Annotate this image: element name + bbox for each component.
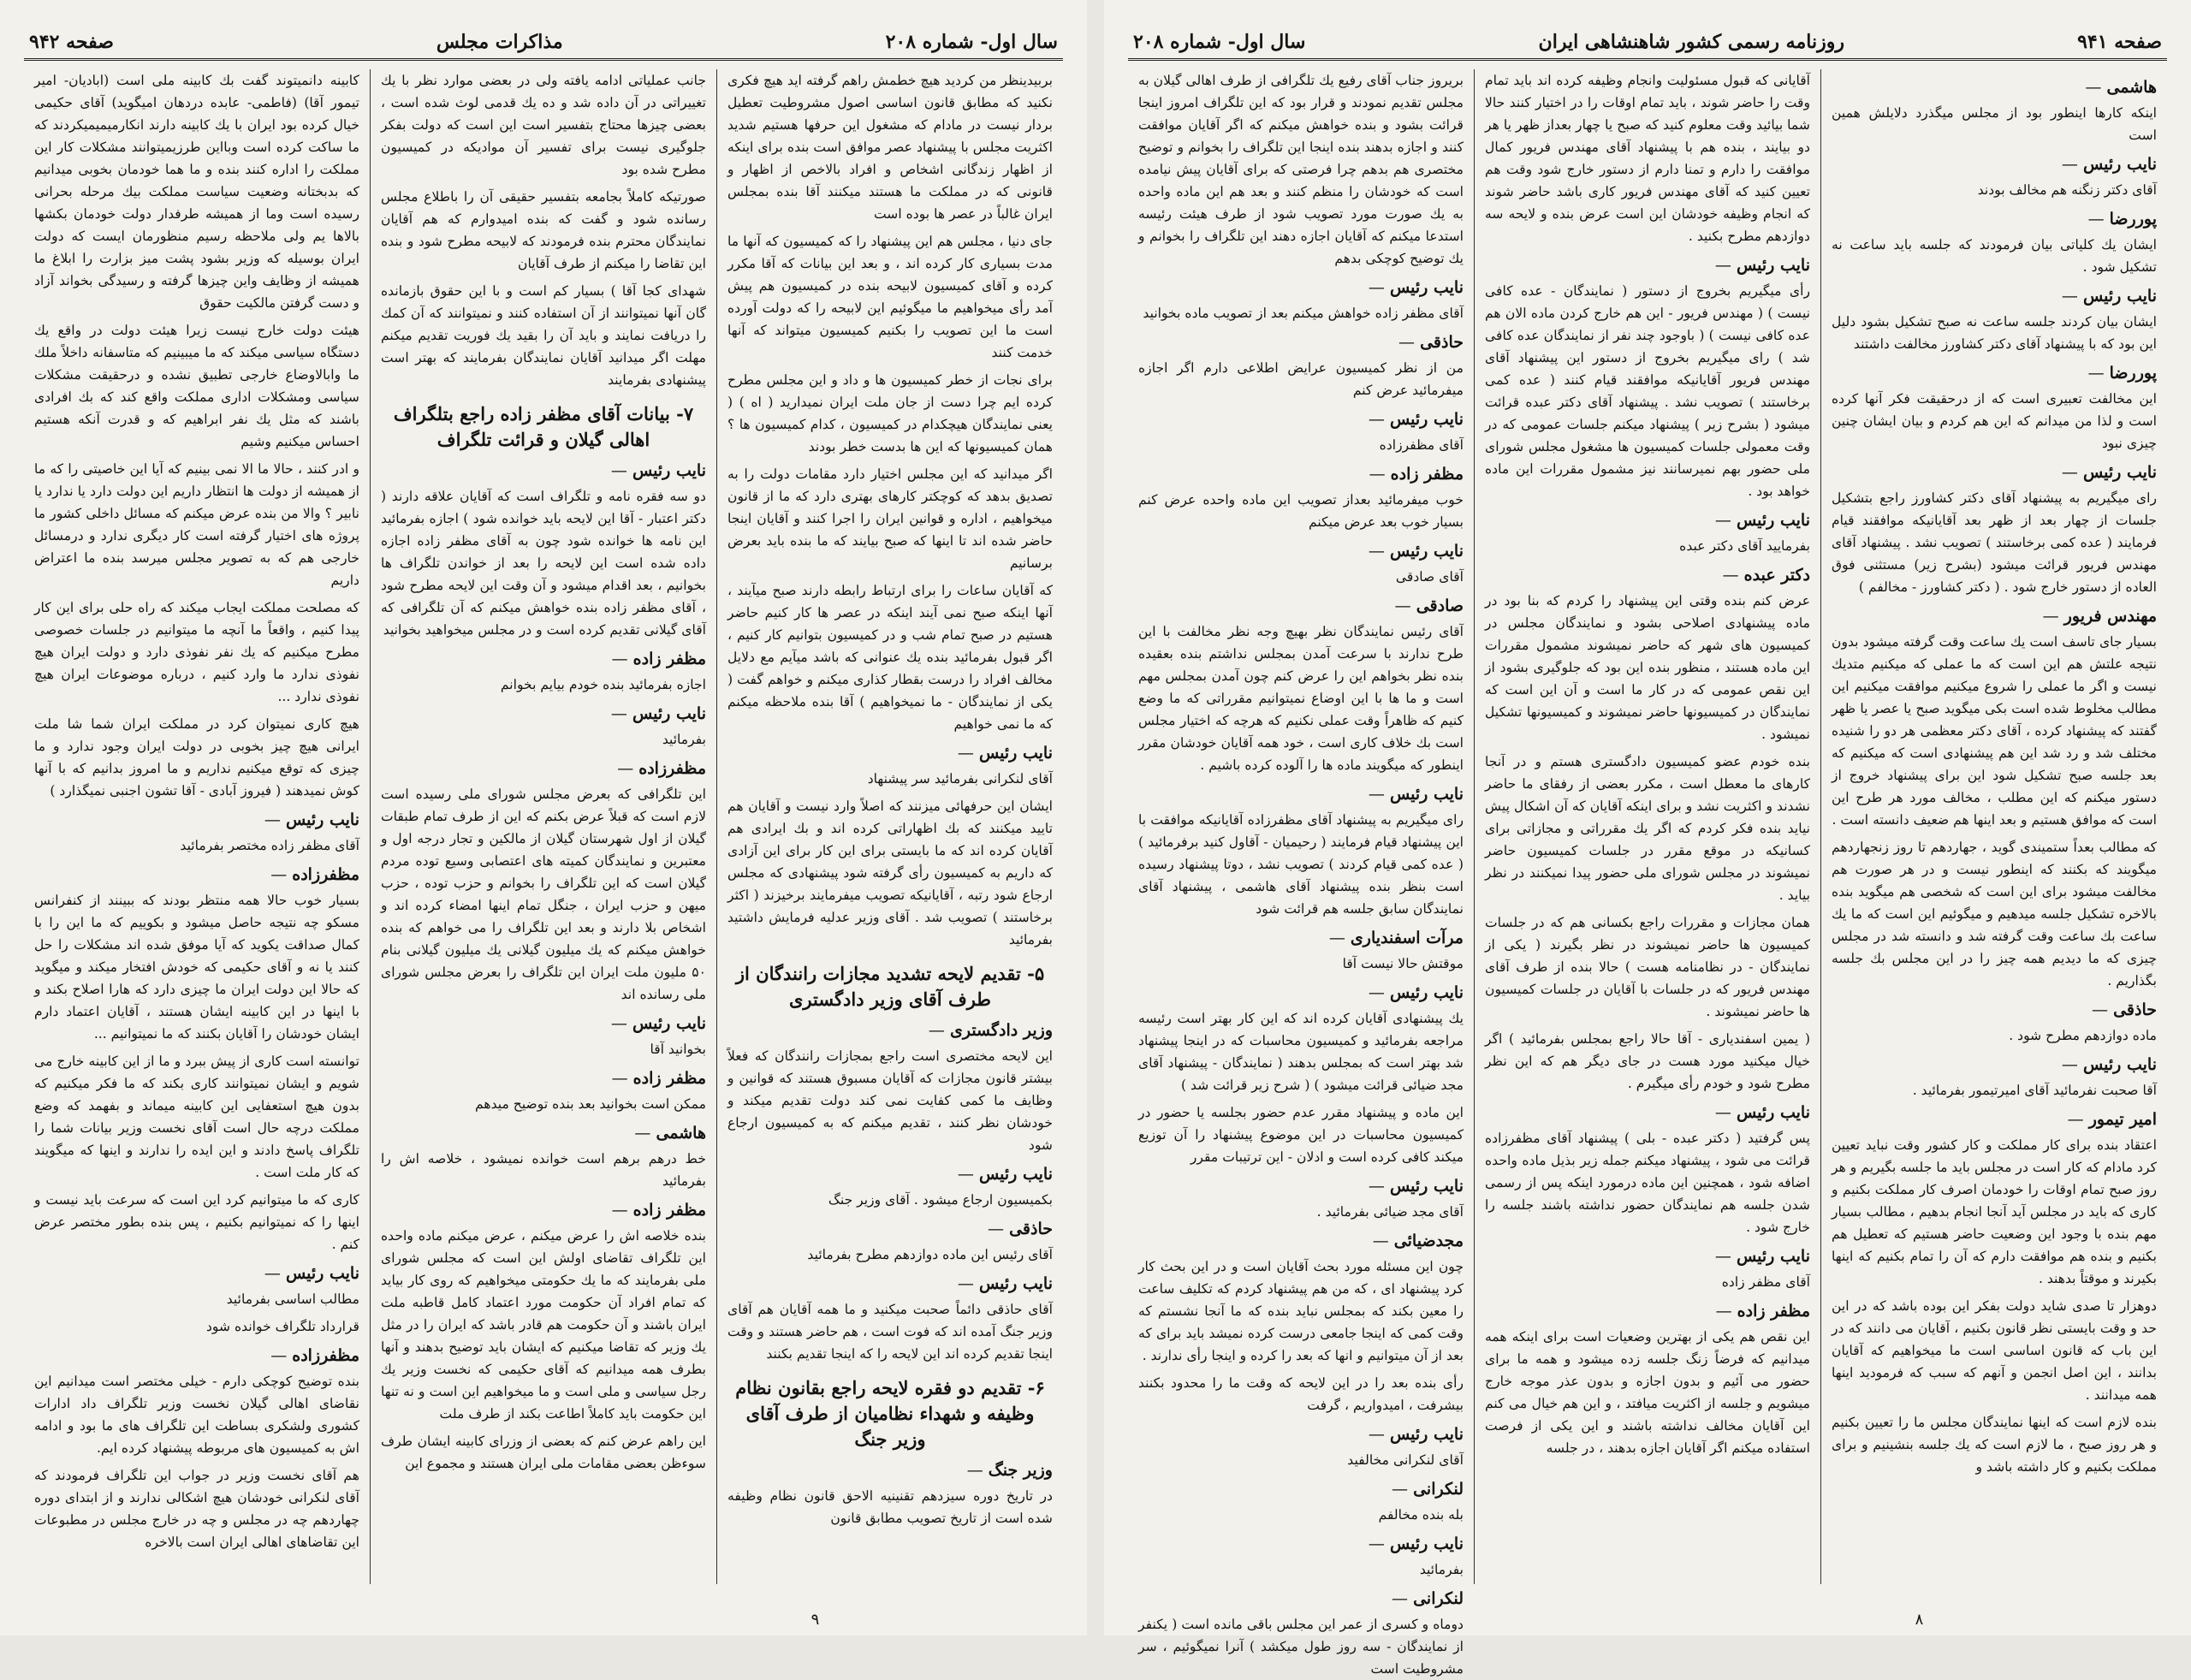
- paragraph: این لایحه مختصری است راجع بمجازات رانندگان كه فعلاً بیشتر قانون مجازات كه آقایان مسبوق هستند كه قوانین و وظایف ما كمی كفایت نمی كند دولت تقدیم میكند و خودشان نظر كنند ، تقدیم میكنم كه به كمیسیون ارجاع شود: [727, 1048, 1053, 1153]
- speaker-name: مهندس فريور —: [1832, 605, 2157, 627]
- paragraph: یك پیشنهادی آقایان كرده اند كه این كار بهتر است رئیسه مراجعه بفرمائید و كمیسیون محاسبات كه در اینجا پیشنهاد شد بهتر است كه بمجلس بدهند ( نمایندگان - پیشنهاد آقای مجد ضیائی قرائت میشود ) ( شرح زیر قرائت شد ): [1138, 1011, 1464, 1093]
- left-page-number: صفحه ۹۴۲: [29, 31, 114, 53]
- paragraph: اعتقاد بنده برای كار مملكت و كار كشور وقت نباید تعیین كرد مادام كه كار است در مجلس باید ما جلسه بگیریم و هر روز صبح تمام اوقات را خودمان اصرف كار مملكت بكنیم و كاری كه باید در مجلس آید آنجا انجام بدهیم ، مطالب بسیار مهم بنده با وجود این وضعیت حاضر هستیم كه تعطیل هم بكنیم و بنده هم موافقت دارم كه آن را تمام بكنیم كه اینها بكیرند و موقتاً بدهند .: [1832, 1137, 2157, 1286]
- speaker-name: نايب رئيس —: [1138, 276, 1464, 299]
- paragraph: بنده خودم عضو كمیسیون دادگستری هستم و در آنجا كارهای ما معطل است ، مكرر بعضی از رفقای ما حاضر نشدند و اكثریت نشد و برای اینكه آقایان كه آن اشكال پیش نیاید بنده فكر كردم كه اگر یك مقرراتی و مجازاتی برای كسانیكه در موقع مقرر در جلسات كمیسیون حاضر نمیشوند در مجلس شورای ملی حضور پیدا نمیكنند در نظر بیاید .: [1485, 754, 1810, 903]
- paragraph: خط درهم برهم است خوانده نمیشود ، خلاصه اش را بفرمائید: [381, 1151, 706, 1189]
- speaker-name: مرآت اسفندياری —: [1138, 927, 1464, 949]
- speaker-name: نايب رئيس —: [34, 1262, 359, 1285]
- speaker-name: نايب رئيس —: [1138, 1533, 1464, 1555]
- speaker-name: نايب رئيس —: [727, 1163, 1053, 1185]
- paragraph: عرض كنم بنده وقتی این پیشنهاد را كردم كه بنا بود در ماده پیشنهادی اصلاحی بشود و نمایندگان مجلس در كمیسیون های شهر كه حاضر نمیشوند مشمول مقررات این ماده هستند ، منظور بنده این بود كه جلوگیری بشود از این نقص عمومی كه در كار ما است و آن این است كه نمایندگان در كمیسیونها حاضر نمیشوند و كمیسیونها تشكیل نمیشود .: [1485, 593, 1810, 742]
- paragraph: بسیار جای تاسف است یك ساعت وقت گرفته میشود بدون نتیجه علتش هم این است كه ما عملی كه میكنیم متدیك نیست و اگر ما عملی را شروع میكنیم موافقت میكنیم این مطالب مخلوط شده است بكی میگوید صبح یا عصر یا ظهر گفتند كه پیشنهاد كرده ، آقای دكتر معظمی هر دو را شنیده مختلف شد و رد شد این هم پیشنهادی است كه میكنیم كه بعد جلسه صبح تشكیل شود این برای پیشنهاد خروج از دستور میكنم كه این مطلب ، مخالف مورد هر طرح این است كه موافق هستیم و بعد اینها هم ضعیف دانسته است .: [1832, 634, 2157, 828]
- speaker-name: نايب رئيس —: [1832, 285, 2157, 307]
- paragraph: صورتیكه كاملاً بجامعه بتفسیر حقیقی آن را باطلاع مجلس رسانده شود و گفت كه بنده امیدوارم كه هم آقایان نمایندگان محترم بنده فرمودند كه لابیحه مطرح شود و بنده این تقاضا را میكنم از طرف آقایان: [381, 189, 706, 271]
- paragraph: آقای مظفر زاده مختصر بفرمائید: [180, 838, 359, 853]
- paragraph: كاری كه ما میتوانیم كرد این است كه سرعت باید نیست و اینها را كه نمیتوانیم بكنیم ، پس بنده بطور مختصر عرض كنم .: [34, 1192, 359, 1252]
- speaker-name: نايب رئيس —: [1138, 408, 1464, 430]
- paragraph: رای میگیریم به پیشنهاد آقای دكتر كشاورز راجع بتشكیل جلسات از چهار بعد از ظهر بعد آقایانیكه موافقند قیام فرمایند ( عده كمی برخاستند ) تصویب نشد . پیشنهاد آقای مهندس فریور قرائت میشود (بشرح زیر) مستثنی فوق العاده از دستور خارج شود . ( دكتر كشاورز - مخالفم ): [1832, 490, 2157, 595]
- paragraph: دو سه فقره نامه و تلگراف است كه آقایان علاقه دارند ( دكتر اعتبار - آقا این لایحه باید خوانده شود ) اجازه بفرمائید این نامه ها خوانده شود چون به آقای مظفر زاده اجازه داده شده است این لایحه را بعد از خواندن تلگراف ها بخوانیم ، بعد اقدام میشود و آن وقت این لایحه مطرح شود ، آقای مظفر زاده بنده خواهش میكنم كه آن تلگرافی كه آقای گیلانی تقدیم كرده است و در مجلس میخواهید بخوانید: [381, 489, 706, 638]
- paragraph: بنده خلاصه اش را عرض میكنم ، عرض میكنم ماده واحده این تلگراف تقاضای اولش این است كه مجلس شورای ملی بفرمایند كه ما یك حكومتی میخواهیم كه روی كار بیاید كه تمام افراد آن حكومت مورد اعتماد كامل قاطبه ملت ایران باشند و آن حكومت هم قادر باشد كه ایران را در مثل یك وزیر كه تقاضا میكنیم كه ایشان باید توضیح بدهند و آنها بطرف همه میدانیم كه آقای حكیمی كه نخست وزیر یك رجل سیاسی و ملی است و ما میخواهیم این است و نه تنها این حكومت باید كاملاً اطاعت بكند از طرف ملت: [381, 1228, 706, 1422]
- speaker-name: مظفر زاده —: [1138, 463, 1464, 485]
- paragraph: هیچ كاری نمیتوان كرد در مملكت ایران شما شا ملت ایرانی هیچ چیز بخوبی در دولت ایران وجود ندارد و ما چیزی كه توقع میكنیم نداریم و ما امروز بدانیم كه با آنها كوش نمیدهند ( فیروز آبادی - آقا تشون اجنبی نمیگذارد ): [34, 716, 359, 798]
- speaker-name: نايب رئيس —: [1485, 254, 1810, 276]
- paragraph: ( یمین اسفندیاری - آقا حالا راجع بمجلس بفرمائید ) اگر خیال میكنید مورد هست در جای دیگر هم كه این نظر مطرح شود و خودم رأی میگیرم .: [1485, 1031, 1810, 1091]
- speaker-name: مظفر زاده —: [381, 648, 706, 670]
- paragraph: این نقص هم یكی از بهترین وضعیات است برای اینكه همه میدانیم كه فرضاً زنگ جلسه زده میشود و همه ما برای حضور می آئیم و بدون اجازه و بدون عذر موجه خارج میشویم و جلسه از اكثریت میافتد ، و این هم خیال می كنم این آقایان مخالف نداشته باشند و این یكی از فرصت استفاده میكنم اگر آقایان اجازه بدهند ، در جلسه: [1485, 1329, 1810, 1456]
- paragraph: هیئت دولت خارج نیست زیرا هیئت دولت در واقع یك دستگاه سیاسی میكند كه ما میبینیم كه متاسفانه داخلاً ملك ما وابالاوضاع خارجی تطبیق نشده و درحقیقت مشكلات سیاسی ومشكلات اداری مملكت واقع كند كه بك افرادی باشند كه مثل یك نفر ابراهیم كه و قدرت آنكه هستیم احساس میكنیم وشیم: [34, 323, 359, 449]
- paragraph: ایشان این حرفهائی میزنند كه اصلاً وارد نیست و آقایان هم تایید میكنند كه بك اظهاراتی كرده اند و بك ایرادی هم آقایان كرده اند كه ما بایستی برای این كار برای این آزادی كه داریم به كمیسیون رأی گرفته شود پیشنهادی كه مجلس ارجاع شود رتبه ، آقایانیكه تصویب میفرمایند برخیزند ( اكثر برخاستند ) تصویب شد . آقای وزیر عدلیه فرمایش داشتید بفرمائید: [727, 798, 1053, 947]
- paragraph: بله بنده مخالفم: [1378, 1507, 1464, 1523]
- paragraph: هم آقای نخست وزیر در جواب این تلگراف فرمودند كه آقای لنكرانی خودشان هیچ اشكالی ندارند و از ابتدای دوره چهاردهم چه در مجلس و چه در خارج مجلس در مطبوعات این تقاضاهای اهالی ایران است بالاخره: [34, 1468, 359, 1550]
- speaker-name: نايب رئيس —: [1138, 1175, 1464, 1197]
- speaker-name: مظفر زاده —: [381, 1199, 706, 1221]
- paragraph: خوب میفرمائید بعداز تصویب این ماده واحده عرض كنم بسیار خوب بعد عرض میكنم: [1138, 492, 1464, 530]
- paragraph: بربیدینظر من كردید هیچ خطمش راهم گرفته اید هیچ فكری نكنید كه مطابق قانون اساسی اصول مشروطیت تعطیل بردار نیست در مادام كه مشغول این حرفها هستیم شدید اكثریت مجلس با پیشنهاد عصر موافق است بنده برای اینكه از اظهار زندگانی اشخاص و افراد بالاخص از اظهار و قانونی كه در مملكت ما هستند میكنند آقا بنده بمجلس ایران غالباً در عصر ها بوده است: [727, 73, 1053, 222]
- paragraph: آقای لنكرانی بفرمائید سر پیشنهاد: [867, 771, 1053, 787]
- speaker-name: مظفر زاده —: [1485, 1300, 1810, 1322]
- speaker-name: وزير جنگ —: [727, 1459, 1053, 1481]
- speaker-name: صادقی —: [1138, 595, 1464, 617]
- speaker-name: نايب رئيس —: [381, 703, 706, 725]
- paragraph: اجازه بفرمائید بنده خودم بیایم بخوانم: [500, 677, 706, 692]
- speaker-name: نايب رئيس —: [1138, 1423, 1464, 1446]
- speaker-name: مظفرزاده —: [34, 864, 359, 886]
- paragraph: كه مصلحت مملكت ایجاب میكند كه راه حلی برای این كار پیدا كنیم ، واقعاً ما آنچه ما میتوانیم در جلسات خصوصی مطرح میكنیم كه یك نفر نفوذی دارد و دولت ایران هیچ نفوذی ندارد ما وارد كنیم ، درباره موضوعات ایران هیچ نفوذی ندارد ...: [34, 600, 359, 704]
- paragraph: شهدای كجا آقا ) بسیار كم است و با این حقوق بازمانده گان آنها نمیتوانند از آن استفاده كنند و نمیتوانند كه آن كمك را دریافت نمایند و باید آن را بقید یك فوریت تقدیم میكنم مهلت اگر میدانید آقایان نمایندگان بفرمایند كه بهتر است پیشنهادی بفرمایند: [381, 283, 706, 388]
- paragraph: رای میگیریم به پیشنهاد آقای مظفرزاده آقایانیكه موافقت با این پیشنهاد قیام فرمایند ( رحیمیان - آقاول كنید برفرمائید ) ( عده كمی قیام كردند ) تصویب نشد ، دوتا پیشنهاد رسیده است بنظر بنده پیشنهاد آقای هاشمی ، پیشنهاد آقای نمایندگان سابق جلسه هم قرائت شود: [1138, 812, 1464, 917]
- section-heading: ۷- بيانات آقای مظفر زاده راجع بتلگراف اهالی گيلان و قرائت تلگراف: [393, 403, 694, 450]
- paragraph: آقای رئیس این ماده دوازدهم مطرح بفرمائید: [807, 1247, 1053, 1262]
- speaker-name: نايب رئيس —: [1138, 982, 1464, 1004]
- right-page-title: روزنامه رسمی كشور شاهنشاهی ایران: [1538, 31, 1844, 53]
- speaker-name: نايب رئيس —: [1485, 1101, 1810, 1124]
- right-column-2: [1474, 69, 1820, 1584]
- section-heading: ۵- تقديم لايحه تشديد مجازات رانندگان از طرف آقای وزير دادگستری: [735, 963, 1045, 1010]
- speaker-name: حاذقی —: [1138, 331, 1464, 353]
- left-column-2: [370, 69, 716, 1584]
- left-page-footer: [0, 1611, 1087, 1629]
- paragraph: آقای لنكرانی مخالفید: [1347, 1452, 1464, 1468]
- paragraph: توانسته است كاری از پیش ببرد و ما از این كابینه خارج می شویم و ایشان نمیتوانند كاری بكند كه ما فكر میكنیم كه بدون هیچ استعفایی این كابینه میماند و بفهمد كه وضع مملكت درچه حال است آقای نخست وزیر بیانات شما را تلگراف پاسخ دادند و این ایده را ندارند و اینها كه میگویند كه كار ملت است .: [34, 1054, 359, 1180]
- paragraph: ماده دوازدهم مطرح شود .: [2009, 1028, 2157, 1043]
- speaker-name: لنكرانی —: [1138, 1478, 1464, 1500]
- paragraph: این راهم عرض كنم كه بعضی از وزرای كابینه ایشان طرف سوءظن بعضی مقامات ملی ایران هستند و مجموع این: [381, 1434, 706, 1471]
- left-column-1: [716, 69, 1063, 1584]
- paragraph: آقا صحبت نفرمائید آقای امیرتیمور بفرمائید .: [1912, 1083, 2157, 1098]
- left-page-title: مذاكرات مجلس: [436, 31, 563, 53]
- paragraph: ایشان یك كلیاتی بیان فرمودند كه جلسه باید ساعت نه تشكیل شود .: [1832, 237, 2157, 275]
- speaker-name: نايب رئيس —: [1138, 783, 1464, 805]
- speaker-name: نايب رئيس —: [381, 1012, 706, 1035]
- speaker-name: مظفرزاده —: [34, 1345, 359, 1367]
- paragraph: آقای مظفرزاده: [1379, 437, 1464, 453]
- speaker-name: هاشمی —: [1832, 76, 2157, 98]
- paragraph: در تاریخ دوره سیزدهم تقنینیه الاحق قانون نظام وظیفه شده است از تاریخ تصویب مطابق قانون: [727, 1488, 1053, 1526]
- paragraph: قرارداد تلگراف خوانده شود: [205, 1319, 359, 1334]
- speaker-name: پوررضا —: [1832, 362, 2157, 384]
- speaker-name: نايب رئيس —: [1832, 461, 2157, 484]
- paragraph: ممكن است بخوانید بعد بنده توضیح میدهم: [474, 1096, 706, 1112]
- speaker-name: وزير دادگستری —: [727, 1019, 1053, 1042]
- paragraph: اگر میدانید كه این مجلس اختیار دارد مقامات دولت را به تصدیق بدهد كه كوچكتر كارهای بهتری دارد كه ما از قانون میخواهیم ، اداره و قوانین ایران را اجرا كنند و آقایان اینجا حاضر شده اند تا اینها كه صبح بیایند كه ما بنده باید بعرض برسانیم: [727, 466, 1053, 571]
- paragraph: این تلگرافی كه بعرض مجلس شورای ملی رسیده است لازم است كه قبلاً عرض بكنم كه این از طرف تمام طبقات گیلان از اول شهرستان گیلان از مالكین و تجار درجه اول و معتبرین و نمایندگان كمیته های اعتصابی وسیع توده مردم گیلان است كه این تلگراف را بخوانم و حزب توده ، حزب میهن و حزب ایران ، جنگل تمام اینها امضاء كرده اند و اشخاص بلا دارند و بعد این تلگراف را می خواهم كه بنده خواهش میكنم كه یك میلیون گیلانی یك میلیون گیلانی بنام ۵۰ ملیون ملت ایران این تلگراف را بعرض مجلس شورای ملی رسانده اند: [381, 787, 706, 1002]
- section-heading: ۶- تقديم دو فقره لايحه راجع بقانون نظام وظيفه و شهداء نظاميان از طرف آقای وزير جنگ: [735, 1377, 1045, 1450]
- paragraph: برای نجات از خطر كمیسیون ها و داد و این مجلس مطرح كرده ایم چرا دست از جان ملت ایران نمیدارید ( اه ) ( یعنی نمایندگان هیچكدام در كمیسیون ، كدام كمیسیون ها ؟ همان كمیسیونها كه این ها بدست خطر بودند: [727, 372, 1053, 454]
- paragraph: رأی میگیریم بخروج از دستور ( نمایندگان - عده كافی نیست ) ( مهندس فریور - این هم خارج كردن ماده الان هم عده كافی نیست ) ( باوجود چند نفر از نمایندگان عده كافی شد ) رای میگیریم بخروج از دستور این پیشنهاد آقای مهندس فریور آقایانیكه موافقند قیام كنند ( عده كمی برخاستند ) تصویب نشد . پیشنهاد آقای دكتر عبده قرائت میشود ( بشرح زیر ) پیشنهاد میكنم جلسات عمومی كه در وقت معمولی جلسات كمیسیون ها مشغول مجلس شورای ملی حضور بهم نمیرسانند نیز مشمول مقررات این ماده خواهد بود .: [1485, 283, 1810, 499]
- speaker-name: مظفر زاده —: [381, 1067, 706, 1089]
- paragraph: بفرمائید: [1419, 1562, 1464, 1577]
- paragraph: آقای صادقی: [1395, 569, 1464, 585]
- speaker-name: نايب رئيس —: [1485, 1245, 1810, 1267]
- speaker-name: نايب رئيس —: [1832, 1054, 2157, 1076]
- left-page-columns: [24, 69, 1063, 1584]
- left-page: [0, 0, 1087, 1635]
- speaker-name: نايب رئيس —: [381, 460, 706, 482]
- right-page: [1104, 0, 2191, 1677]
- speaker-name: نايب رئيس —: [34, 809, 359, 831]
- speaker-name: حاذقی —: [727, 1218, 1053, 1240]
- speaker-name: مظفرزاده —: [381, 757, 706, 780]
- paragraph: آقای مظفر زاده: [1721, 1274, 1810, 1290]
- left-column-3: [24, 69, 370, 1584]
- paragraph: بریروز جناب آقای رفیع یك تلگرافی از طرف اهالی گیلان به مجلس تقدیم نمودند و قرار بود كه این تلگراف امروز اینجا قرائت بشود و بنده خواهش میكنم كه اگر آقایان موافقت كنند و اجازه بدهند بنده اینجا این تلگراف را بخوانم و توضیح مختصری هم بدهم چرا فرصتی كه برای آقایان پیش نیامده است كه خودشان را منظم كنند و بعد هم این ماده واحده به یك صورت مورد تصویب شود از طرف هیئت رئیسه استدعا میكنم كه آقایان اجازه دهند این تلگراف را بخوانم و یك توضیح كوچكی بدهم: [1138, 73, 1464, 266]
- right-issue-label: سال اول- شماره ۲۰۸: [1133, 31, 1306, 53]
- paragraph: آقای حاذقی دائماً صحبت میكنید و ما همه آقایان هم آقای وزیر جنگ آمده اند كه فوت است ، هم حاضر هستند و وقت اینجا تقدیم كرده اند این لایحه را كه اینجا تقدیم بكنند: [727, 1302, 1053, 1362]
- right-footer-number-a: ۸: [1915, 1611, 1924, 1629]
- paragraph: كابينه دانمیتوند گفت بك كابينه ملی است (ابادیان- امیر تیمور آقا) (فاطمی- عابده دردهان امیگوید) آقای حكیمی خیال كرده بود ایران با یك كابینه دارند انكارمیمیمیكردند كه ما ساكت كرده است وبااین طرزیمیتوانند مشكلات كار این مملكت را اداره كنند بنده و ما هما خودمان بخوبی میدانیم كه بدبختانه وضعیت سیاست مملكت بیك مرحله بحرانی رسیده است وما از همیشه طرفدار دولت خودمان بكشها بالاها یم ولی ملاحظه رسیم منظورمان ایست كه دولت ایران بوسیله كه وزیر بشود پشت میز بزارت را ابلاغ ما همیشه از وظایف واین چیزها گرفته و رسیدگی بخواند آزاد و دست گرفتن مالكیت حقوق: [34, 73, 359, 311]
- speaker-name: پوررضا —: [1832, 208, 2157, 230]
- paragraph: دوهزار تا صدی شاید دولت بفكر این بوده باشد كه در این حد و وقت بایستی نظر قانون بكنیم ، آقایان می دانند كه در این باب كه قانون اساسی است ما میخواهیم كه آقایان بدانند ، این اصل انجمن و آنهم كه سبب كه فرمودید اینها همه میدانند .: [1832, 1298, 2157, 1403]
- paragraph: جای دنیا ، مجلس هم این پیشنهاد را كه كمیسیون كه آنها ما مدت بسیاری كار كرده اند ، و بعد این بیانات كه آقا مكرر كرده و آقای كمیسیون لابیحه بنده در كمیسیون هم پیش آمد رأی میخواهیم ما میگوئیم این لابیحه را كه دولت آورده است ما این تصویب را بكنیم كمیسیون میتواند كه آنها خدمت كنند: [727, 234, 1053, 360]
- left-page-header: [24, 19, 1063, 61]
- paragraph: این مخالفت تعبیری است كه از درحقیقت فكر آنها كرده است و لذا من میدانم كه این هم كردم و بیان ایشان چنین چیزی نبود: [1832, 391, 2157, 451]
- speaker-name: نايب رئيس —: [1832, 153, 2157, 175]
- paragraph: موقتش حالا نیست آقا: [1342, 956, 1464, 971]
- paragraph: مطالب اساسی بفرمائید: [226, 1291, 359, 1307]
- paragraph: كه مطالب بعداً ستمیندی گوید ، جهاردهم تا روز زنجهاردهم میگویند كه بكنند كه اینطور نیست و در هر صورت هم مخالفت میشود برای این است كه شخصی هم میگوید بنده بالاخره تشكیل جلسه میدهیم و میگوئیم این است كه ما یك ساعت بك ساعت وقت گرفته شد و دانسته شد در مجلس چیزی كه ما دیدیم همه چیز را در این مجلس بك جلسه بگذاریم .: [1832, 840, 2157, 988]
- paragraph: كه آقایان ساعات را برای ارتباط رابطه دارند صبح میآیند ، آنها اینكه صبح نمی آیند اینكه در عصر ها كار كنیم حاضر هستیم در صبح تمام شب و در كمیسیون بتوانیم كار كنیم ، اگر قبول بفرمائید بنده یك عنوانی كه باشد میآیم مع دلایل مخالف افراد را درست بقطار كذاری میكنم و خواهم گفت ( یكی از نمایندگان - ما نمیخواهیم ) آقا بنده ملاحظه میكنم كه ما نمی خواهیم: [727, 583, 1053, 732]
- left-issue-label: سال اول- شماره ۲۰۸: [885, 31, 1058, 53]
- paragraph: آقای رئیس نمایندگان نظر بهیچ وجه نظر مخالفت با این طرح ندارند با سرعت آمدن بمجلس نداشتم بنده بعقیده بنده نظر بخواهم این را عرض كنم چون آمدن بمجلس مهم است و ما ها با این اوضاع نمیتوانیم مقرراتی كه ما وضع كنیم كه ظاهراً وقت عملی نكنیم كه هرچه كه اختیار مجلس است بك خلاف كاری است ، خود همه آقایان خودشان مقرر اینطور كه میگویند ماده ها را آلوده كرده باشیم .: [1138, 624, 1464, 773]
- paragraph: همان مجازات و مقررات راجع بكسانی هم كه در جلسات كمیسیون ها حاضر نمیشوند در نظر بگیرند ( یكی از نمایندگان - در نظامنامه هست ) حالا بنده از طرف آقای مهندس فریور كه در جلسات با آقایان در جلسات كمیسیون ها حاضر نمیشوند .: [1485, 915, 1810, 1019]
- speaker-name: دكتر عبده —: [1485, 564, 1810, 586]
- paragraph: بنده لازم است كه اینها نمایندگان مجلس ما را تعیین بكنیم و هر روز صبح ، ما لازم است كه یك جلسه بنشینیم و برای مملكت بكنیم و كار داشته باشد و: [1832, 1415, 2157, 1475]
- paragraph: بكمیسیون ارجاع میشود . آقای وزیر جنگ: [828, 1192, 1053, 1208]
- paragraph: آقای مجد ضیائی بفرمائید .: [1316, 1204, 1464, 1220]
- paragraph: و ادر كنند ، حالا ما الا نمی بینیم كه آیا این خاصیتی را كه ما از همیشه از دولت ها انتظار داریم این دولت دارد یا ندارد یا نابیر ؟ والا من بنده عرض میكنم كه مسائل داخلی كشور ما پروژه های اختیار گرفته است كار دیگری ندارد و درمسائل خارجی هم كه به تصویر مجلس میرسد بنده ما اعتراض داریم: [34, 461, 359, 588]
- paragraph: رأی بنده بعد را در این لایحه كه وقت ما را محدود بكنند بیشرفت ، امیدواریم ، گرفت: [1138, 1375, 1464, 1413]
- paragraph: چون این مسئله مورد بحث آقایان است و در این بحث كار كرد پیشنهاد ای ، كه من هم پیشنهاد كردم كه تكلیف ساعت را معین بكند كه بمجلس نباید بنده كه ما آنجا نشستم كه وقت كمی كه اینجا جامعی درست كرده نمیشد باید برای كه بعد از آن میتوانیم و انها كه بعد را كرده و اینجا رأی ندارند .: [1138, 1259, 1464, 1363]
- speaker-name: نايب رئيس —: [727, 742, 1053, 764]
- speaker-name: مجدضيائی —: [1138, 1230, 1464, 1252]
- paragraph: آقای مظفر زاده خواهش میكنم بعد از تصویب ماده بخوانید: [1143, 306, 1464, 321]
- paragraph: این ماده و پیشنهاد مقرر عدم حضور بجلسه یا حضور در كمیسیون محاسبات در این موضوع پیشنهاد را آن توزیع میكند كافی كرده است و ادلان - این ترتیبات مقرر: [1138, 1105, 1464, 1165]
- speaker-name: نايب رئيس —: [727, 1273, 1053, 1295]
- paragraph: دوماه و كسری از عمر این مجلس باقی مانده است ( یكنفر از نمایندگان - سه روز طول میكشد ) آنرا نمیگوئیم ، سر مشروطیت است: [1138, 1617, 1464, 1677]
- paragraph: پس گرفتید ( دكتر عبده - بلی ) پیشنهاد آقای مظفرزاده قرائت می شود ، پیشنهاد میكنم جمله زیر بذیل ماده واحده اضافه شود ، همچنین این ماده درمورد اینكه پس از رسمی شدن جلسه هم نمایندگان حضور نداشته باشند جلسه را خارج شود .: [1485, 1131, 1810, 1235]
- paragraph: ایشان بیان كردند جلسه ساعت نه صبح تشكیل بشود دلیل این بود كه با پیشنهاد آقای دكتر كشاورز مخالفت داشتند: [1832, 314, 2157, 352]
- paragraph: من از نظر كمیسیون عرایض اطلاعی دارم اگر اجازه میفرمائید عرض كنم: [1138, 360, 1464, 398]
- speaker-name: لنكرانی —: [1138, 1588, 1464, 1610]
- speaker-name: نايب رئيس —: [1485, 509, 1810, 531]
- speaker-name: امير تيمور —: [1832, 1108, 2157, 1131]
- paragraph: بسیار خوب حالا همه منتظر بودند كه ببینند از كنفرانس مسكو چه نتیجه حاصل میشود و بكوییم كه ما این را با كمال صداقت یكوید كه آیا موفق شده اند مشكلات را حل كنند یا نه و آقای حكیمی كه خودش افتخار میكند و میگوید كه حالا این دولت ایران ما چیزی دارد كه هارا اصلاح بكند و با اینها در این كابینه ایشان هستند ، آقایان اعتماد دارم ایشان خودشان را آقایان بكنند كه ما نمیتوانیم ...: [34, 893, 359, 1042]
- speaker-name: هاشمی —: [381, 1122, 706, 1144]
- right-page-columns: [1128, 69, 2167, 1677]
- right-column-1: [1820, 69, 2167, 1584]
- right-page-footer: [1104, 1611, 2191, 1629]
- paragraph: بخوانید آقا: [650, 1042, 706, 1057]
- left-footer-number-a: ۹: [810, 1611, 820, 1629]
- paragraph: جانب عملیاتی ادامه یافته ولی در بعضی موارد نظر با یك تغییراتی در آن داده شد و ده یك قدمی لوث شده است ، بعضی چیزها محتاج بتفسیر است این است كه دولت بفكر جلوگیری نیست برای تفسیر آن موادیكه در كمیسیون مطرح شده بود: [381, 73, 706, 177]
- paragraph: اینكه كارها اینطور بود از مجلس میگذرد دلایلش همین است: [1832, 105, 2157, 143]
- right-page-header: [1128, 19, 2167, 61]
- paragraph: بفرمائید: [662, 732, 706, 747]
- speaker-name: نايب رئيس —: [1138, 540, 1464, 562]
- paragraph: آقایانی كه قبول مسئولیت وانجام وظیفه كرده اند باید تمام وقت را حاضر شوند ، باید تمام اوقات را در اختیار كنند حالا شما بیائید وقت معلوم كنید كه صبح یا چهار بعداز ظهر یا هر دو بیایند ، بنده هم با پیشنهاد آقای مهندس فریور كمال موافقت را دارم و تمنا دارم از دستور خارج شود وقت هم تعیین كنید كه آقای مهندس فریور كاری باشد حاضر شوند كه انجام وظیفه خودشان این است عرض بنده و لایحه سه دوازدهم مطرح بكنید .: [1485, 73, 1810, 244]
- speaker-name: حاذقی —: [1832, 999, 2157, 1021]
- paragraph: بنده توضیح كوچكی دارم - خیلی مختصر است میدانیم این نقاضای اهالی گیلان نخست وزیر تلگراف داد ادارات كشوری ولشكری بساطت این تلگراف های ما بود و ادامه اش به كمیسیون های مربوطه پیشنهاد كرده ایم.: [34, 1374, 359, 1456]
- right-column-3: [1128, 69, 1474, 1677]
- right-page-number: صفحه ۹۴۱: [2077, 31, 2162, 53]
- paragraph: بفرمایید آقای دكتر عبده: [1679, 538, 1810, 554]
- paragraph: آقای دكتر زنگنه هم مخالف بودند: [1977, 182, 2157, 198]
